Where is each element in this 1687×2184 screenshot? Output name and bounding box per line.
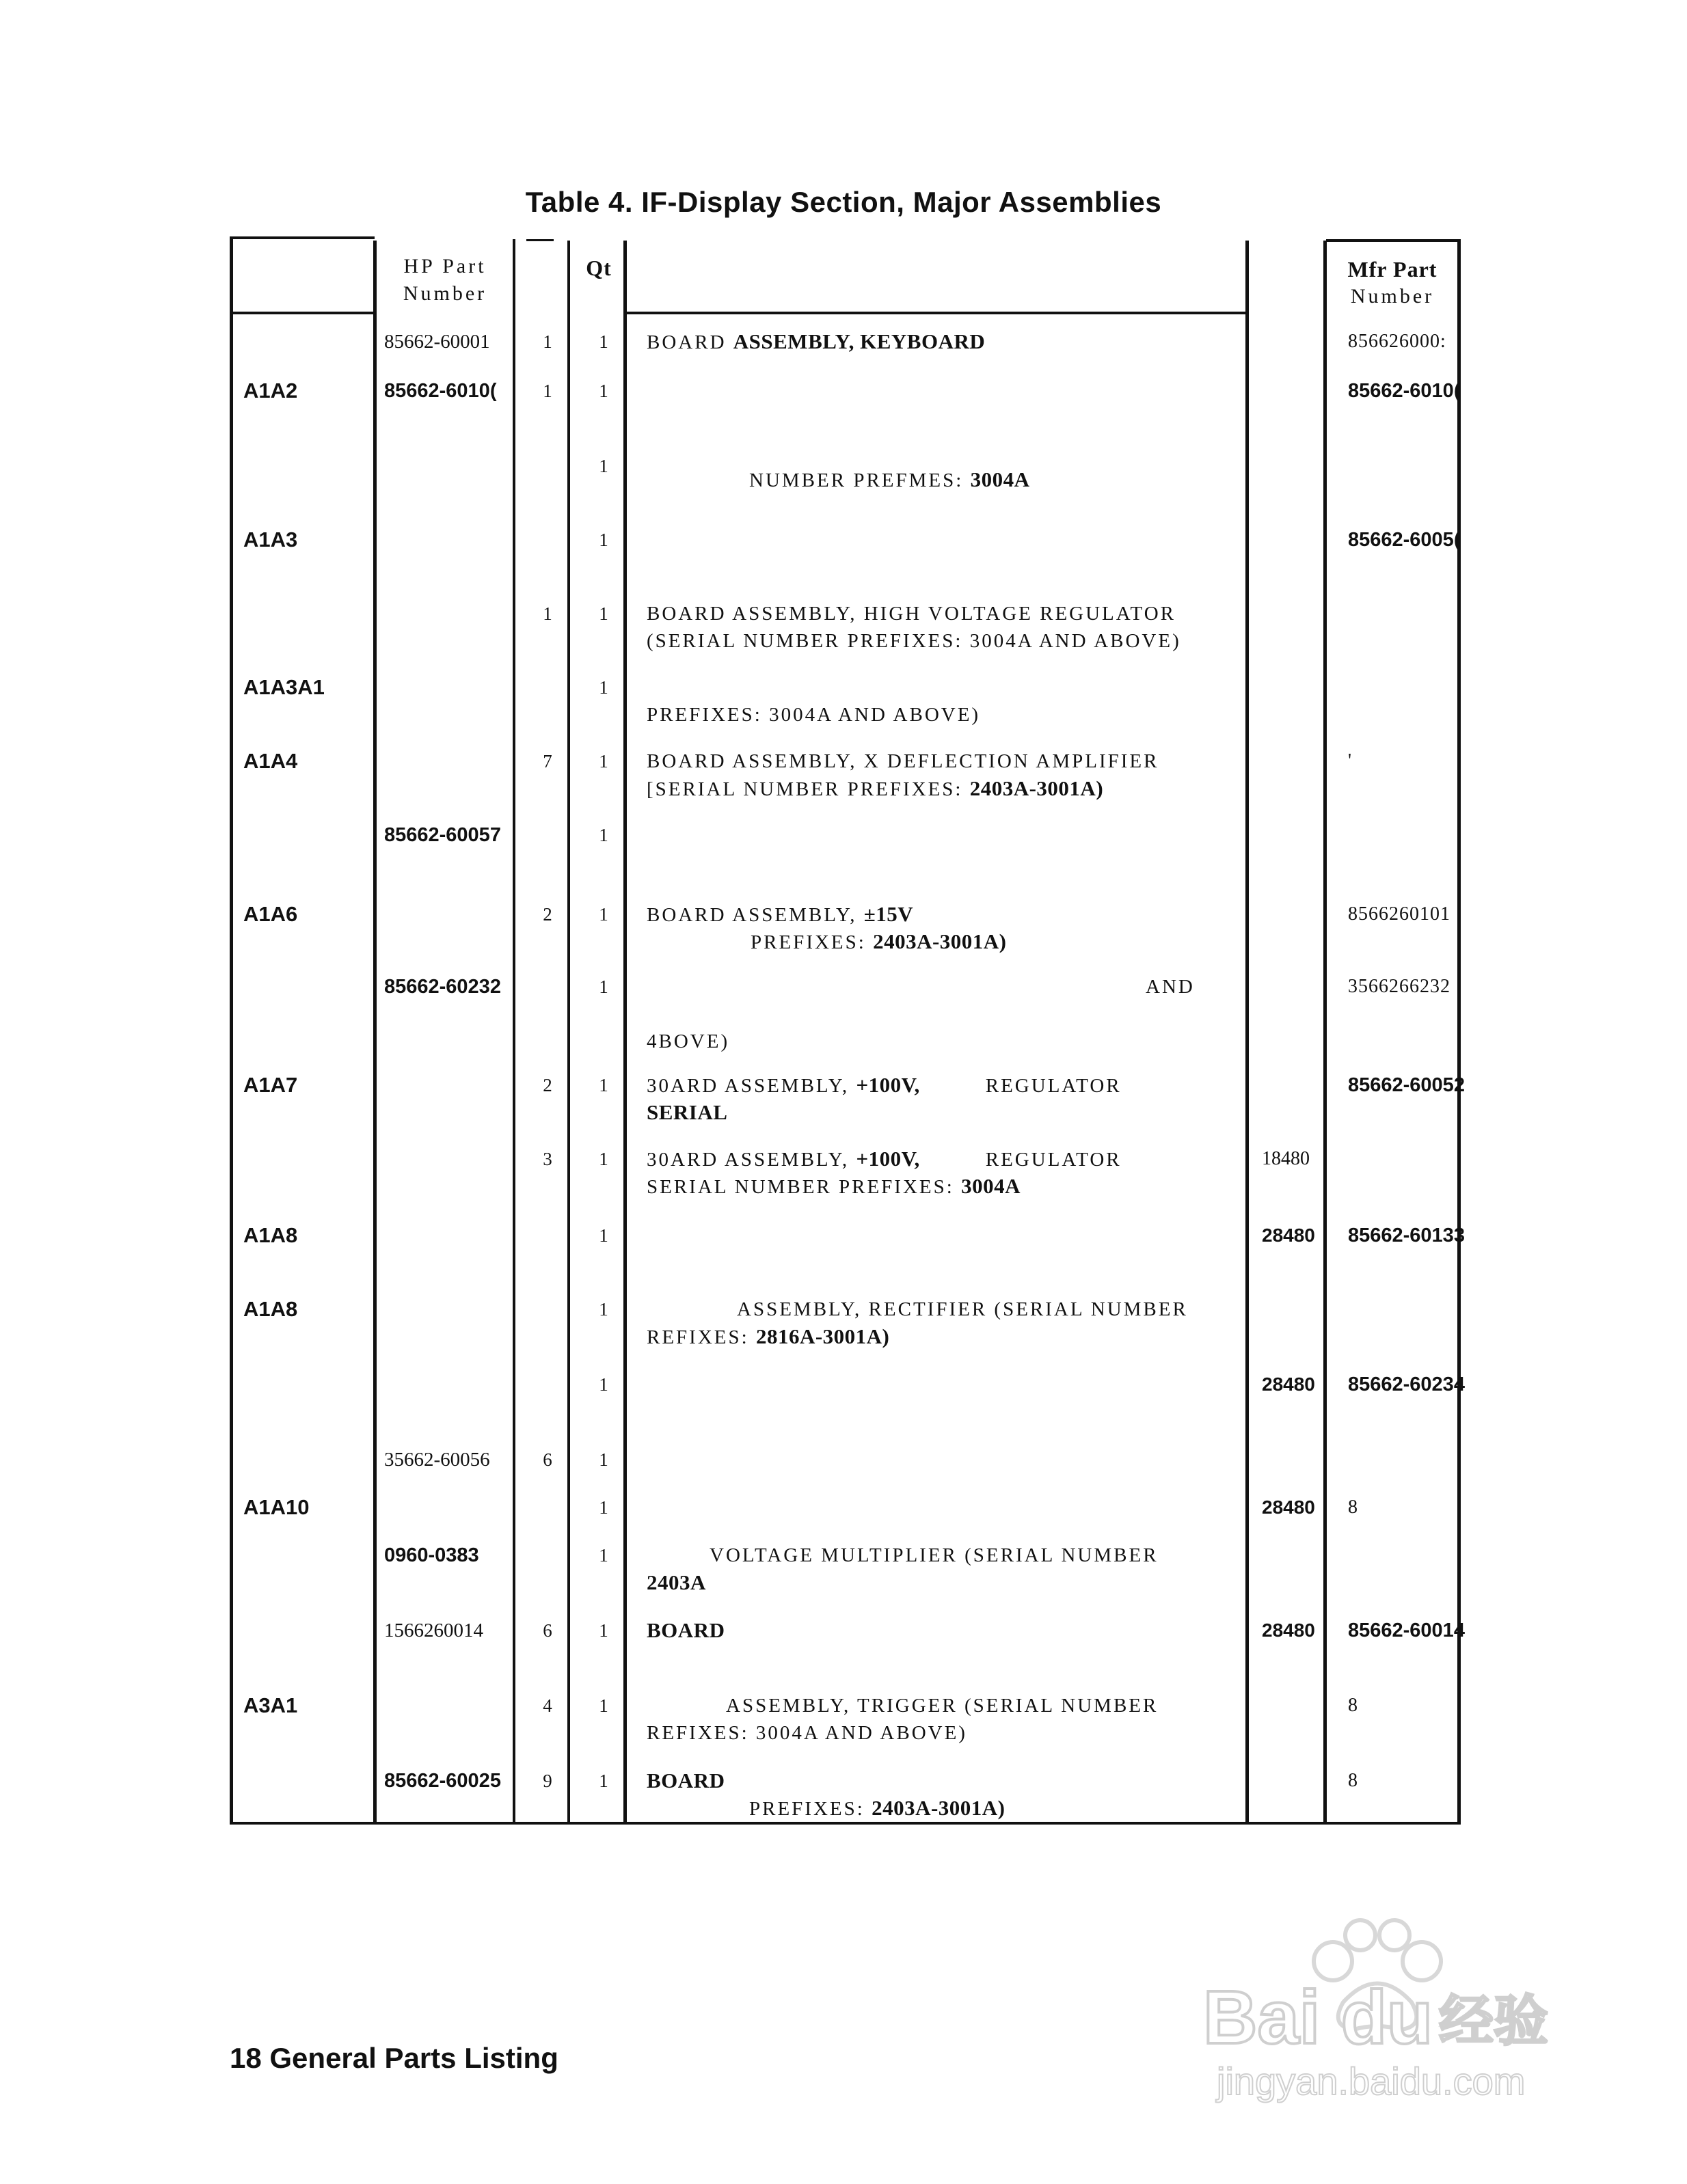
ref-designator: A1A3 [243, 528, 298, 551]
mfr-part-number: 3566266232 [1348, 976, 1450, 997]
mfr-code: 28480 [1262, 1225, 1315, 1246]
quantity: 1 [599, 1374, 608, 1395]
quantity: 1 [599, 1299, 608, 1320]
check-digit: 3 [543, 1149, 552, 1169]
quantity: 1 [599, 1771, 608, 1791]
description-text: SERIAL NUMBER PREFIXES: [647, 1176, 962, 1198]
mfr-part-number: 85662-60014 [1348, 1620, 1465, 1641]
mfr-code: 28480 [1262, 1620, 1315, 1641]
description-bold-text: 2403A-3001A) [873, 929, 1007, 953]
description-line-1 [647, 1767, 725, 1795]
part-column-divider [513, 239, 515, 1825]
hp-part-number: 0960-0383 [384, 1544, 479, 1566]
description-text: REFIXES: 3004A AND ABOVE) [647, 1722, 967, 1744]
quantity: 1 [599, 904, 608, 925]
quantity: 1 [599, 1075, 608, 1095]
description-text: (SERIAL NUMBER PREFIXES: 3004A AND ABOVE) [647, 630, 1181, 652]
watermark-cn: 经验 [1439, 1989, 1548, 2053]
table-right-border [1457, 239, 1461, 1825]
hp-part-number: 1566260014 [384, 1620, 483, 1641]
check-digit: 1 [543, 603, 552, 624]
description-line-2 [647, 1099, 727, 1127]
check-digit: 4 [543, 1695, 552, 1716]
mfr-part-number: 8566260101 [1348, 903, 1450, 925]
mfr-part-number: 85662-60133 [1348, 1225, 1465, 1246]
check-digit: 1 [543, 331, 552, 352]
description-text: NUMBER PREFMES: [749, 469, 971, 491]
header-rule-desc [626, 312, 1248, 314]
mfr-part-header-line2: Number [1350, 285, 1435, 308]
description-text: 30ARD ASSEMBLY, [647, 1075, 856, 1097]
description-text-tail: REGULATOR [985, 1149, 1122, 1171]
description-line-2 [647, 1569, 706, 1597]
description-line-2 [647, 627, 1181, 655]
description-bold-text: 2403A-3001A) [969, 776, 1104, 800]
description-line-1 [710, 1542, 1159, 1569]
description-line-1 [647, 1071, 1122, 1100]
description-bold-text: 2403A-3001A) [872, 1796, 1006, 1820]
description-text: 30ARD ASSEMBLY, [647, 1149, 856, 1171]
description-line-2 [647, 1719, 967, 1747]
description-text: BOARD [647, 331, 733, 353]
ref-designator: A1A8 [243, 1223, 298, 1247]
description-bold-text: 2403A [647, 1570, 706, 1594]
mfr-part-number: 85662-60234 [1348, 1374, 1465, 1395]
description-text: AND [1146, 976, 1195, 998]
mfr-part-number: 856626000: [1348, 331, 1446, 352]
quantity: 1 [599, 825, 608, 845]
description-bold-text: 3004A [961, 1174, 1021, 1198]
description-bold-text: BOARD [647, 1769, 725, 1792]
description-bold-text: SERIAL [647, 1100, 728, 1124]
check-digit: 2 [543, 1075, 552, 1095]
qty-header: Qt [586, 256, 612, 280]
description-bold-text: ±15V [863, 902, 914, 926]
check-digit: 7 [543, 751, 552, 772]
table-left-border [230, 239, 233, 1825]
mfr-code: 28480 [1262, 1497, 1315, 1518]
baidu-watermark-logo [1189, 1900, 1572, 2105]
check-digit: 6 [543, 1449, 552, 1470]
mfr-part-header-line1: Mfr Part [1347, 257, 1438, 282]
ref-designator: A3A1 [243, 1693, 298, 1717]
description-line-1 [1146, 973, 1195, 1000]
table-title: Table 4. IF-Display Section, Major Assemblies [525, 186, 1162, 218]
quantity: 1 [599, 1225, 608, 1246]
description-line-2 [647, 1028, 729, 1055]
ref-column-divider [373, 241, 377, 1825]
description-text: ASSEMBLY, TRIGGER (SERIAL NUMBER [726, 1695, 1159, 1717]
description-text: PREFIXES: 3004A AND ABOVE) [647, 704, 981, 726]
quantity: 1 [599, 1695, 608, 1716]
description-bold-text: 3004A [970, 467, 1030, 491]
header-rule-right [1326, 239, 1460, 242]
mfr-part-number: 85662-60052 [1348, 1074, 1465, 1096]
description-line-1 [647, 748, 1159, 775]
check-digit: 9 [543, 1771, 552, 1791]
table-top-border [230, 236, 375, 239]
quantity: 1 [599, 1497, 608, 1518]
description-line-2 [647, 775, 1103, 803]
hp-part-header-line2: Number [403, 282, 487, 305]
quantity: 1 [599, 456, 608, 476]
watermark-url: jingyan.baidu.com [1217, 2060, 1526, 2103]
description-text: BOARD ASSEMBLY, HIGH VOLTAGE REGULATOR [647, 603, 1176, 625]
description-line-2 [647, 1323, 889, 1351]
quantity: 1 [599, 1149, 608, 1169]
hp-part-number: 85662-6010( [384, 380, 497, 402]
mfr-part-number: 8 [1348, 1770, 1358, 1791]
quantity: 1 [599, 977, 608, 997]
hp-part-header-line1: HP Part [403, 255, 487, 277]
hp-part-header [377, 253, 513, 308]
description-line-1 [647, 328, 985, 356]
description-text: VOLTAGE MULTIPLIER (SERIAL NUMBER [710, 1544, 1159, 1566]
check-digit: 2 [543, 904, 552, 925]
description-line-2 [647, 701, 980, 728]
description-bold-text: +100V, [856, 1073, 920, 1097]
description-text: BOARD ASSEMBLY, X DEFLECTION AMPLIFIER [647, 750, 1159, 772]
description-line-1 [647, 901, 913, 929]
description-line-1 [647, 1617, 725, 1645]
hp-part-number: 85662-60025 [384, 1770, 501, 1792]
ref-designator: A1A2 [243, 379, 298, 402]
description-bold-text: BOARD [647, 1618, 725, 1642]
description-text: BOARD ASSEMBLY, [647, 904, 864, 926]
quantity: 1 [599, 1620, 608, 1641]
ref-designator: A1A3A1 [243, 675, 325, 699]
description-line-1 [737, 1296, 1188, 1323]
description-line-1 [647, 1145, 1122, 1173]
ref-designator: A1A7 [243, 1073, 298, 1097]
code-column-divider [1323, 241, 1327, 1825]
description-text: PREFIXES: [749, 1798, 872, 1820]
check-digit: 6 [543, 1620, 552, 1641]
description-text: REFIXES: [647, 1326, 756, 1348]
mfr-part-number: 85662-6005( [1348, 529, 1461, 551]
hp-part-number: 35662-60056 [384, 1449, 490, 1471]
quantity: 1 [599, 331, 608, 352]
description-text: [SERIAL NUMBER PREFIXES: [647, 778, 970, 800]
description-line-1 [647, 600, 1176, 627]
quantity: 1 [599, 530, 608, 550]
description-bold-text: ASSEMBLY, KEYBOARD [733, 329, 986, 353]
ref-designator: A1A8 [243, 1297, 298, 1321]
page-footer: 18 General Parts Listing [230, 2042, 558, 2074]
quantity: 1 [599, 603, 608, 624]
quantity: 1 [599, 1449, 608, 1470]
mfr-code: 18480 [1262, 1148, 1310, 1169]
mfr-part-header [1327, 256, 1457, 310]
qty-column-divider [623, 241, 627, 1825]
description-text-tail: REGULATOR [985, 1075, 1122, 1097]
quantity: 1 [599, 751, 608, 772]
mfr-code: 28480 [1262, 1374, 1315, 1395]
description-line-2 [749, 466, 1029, 494]
hp-part-number: 85662-60001 [384, 331, 490, 353]
cd-column-divider [567, 241, 570, 1825]
header-rule-qty [526, 239, 554, 241]
hp-part-number: 85662-60057 [384, 824, 501, 846]
check-digit: 1 [543, 381, 552, 401]
quantity: 1 [599, 1545, 608, 1566]
mfr-part-number: 8 [1348, 1695, 1358, 1716]
mfr-part-number: 8 [1348, 1497, 1358, 1518]
desc-column-divider [1245, 241, 1249, 1825]
ref-designator: A1A10 [243, 1495, 310, 1519]
description-text: 4BOVE) [647, 1030, 730, 1052]
mfr-part-number: 85662-6010( [1348, 380, 1461, 402]
mfr-part-number: ' [1348, 750, 1353, 772]
watermark-brand: Bai du [1203, 1976, 1433, 2060]
description-bold-text: 2816A-3001A) [755, 1324, 890, 1348]
description-line-2 [647, 1173, 1021, 1201]
header-rule-left [230, 312, 375, 314]
quantity: 1 [599, 381, 608, 401]
description-line-1 [726, 1692, 1158, 1719]
description-line-2 [751, 928, 1007, 956]
description-bold-text: +100V, [856, 1147, 920, 1171]
ref-designator: A1A6 [243, 902, 298, 926]
ref-designator: A1A4 [243, 749, 298, 773]
description-line-2 [749, 1794, 1006, 1823]
quantity: 1 [599, 677, 608, 698]
description-text: PREFIXES: [751, 931, 874, 953]
hp-part-number: 85662-60232 [384, 976, 501, 998]
description-text: ASSEMBLY, RECTIFIER (SERIAL NUMBER [737, 1298, 1188, 1320]
